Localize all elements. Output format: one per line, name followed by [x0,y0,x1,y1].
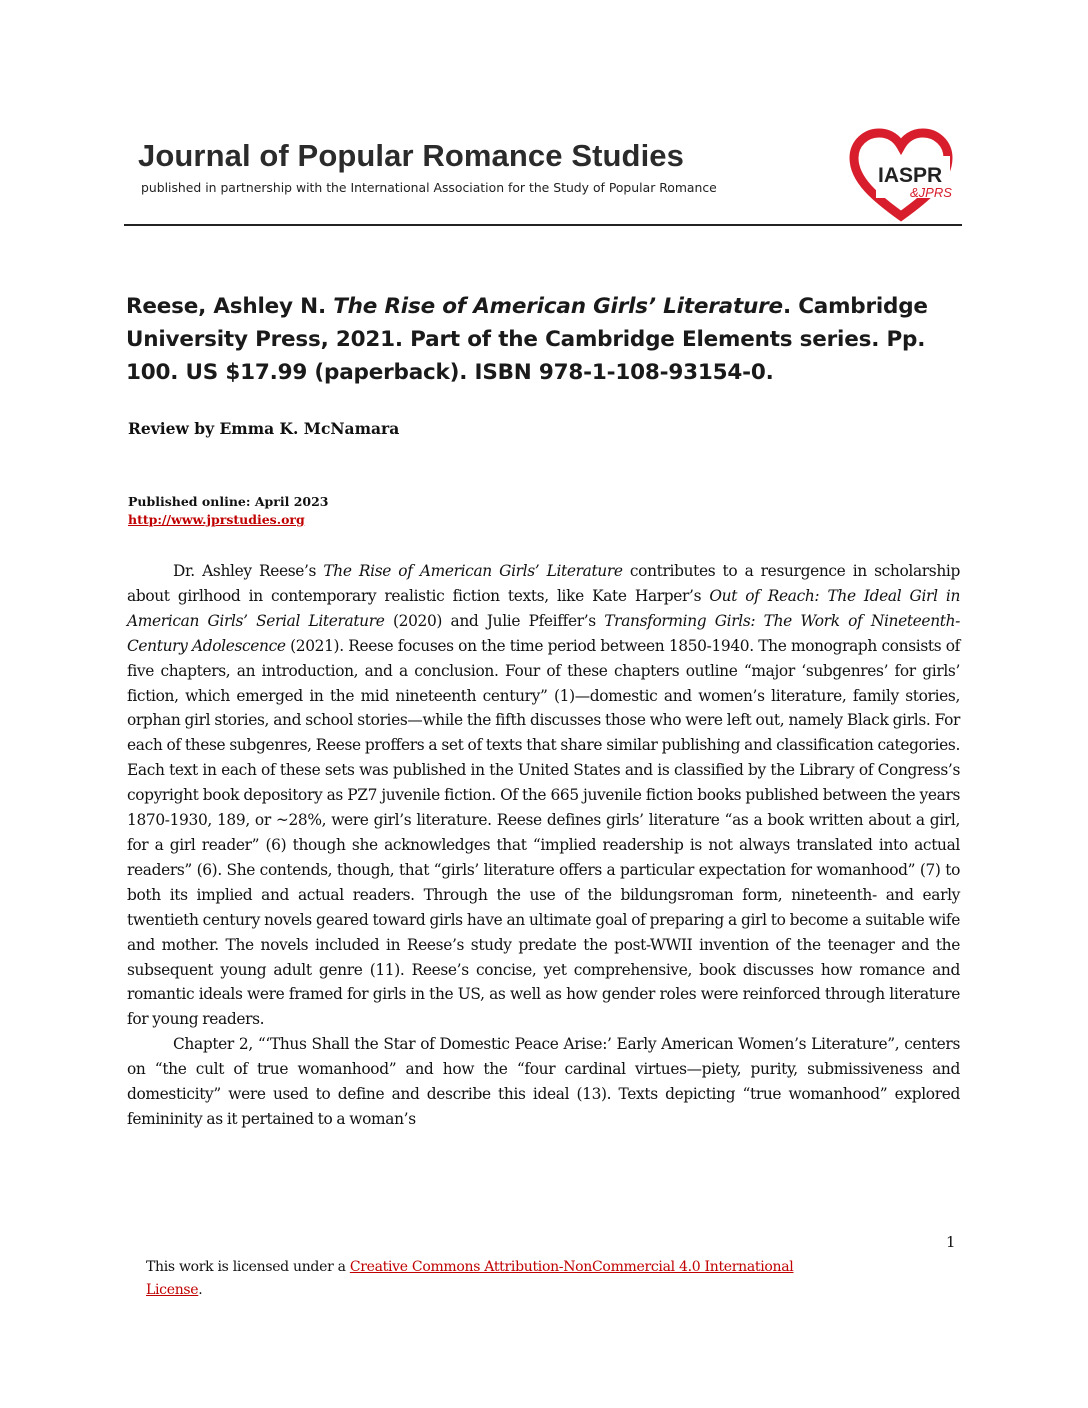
italic-title: Transforming Girls: The Work of Nineteenth-Century Adolescence [127,611,961,655]
journal-website-link[interactable]: http://www.jprstudies.org [128,512,305,527]
logo-text-sub: &JPRS [910,185,952,200]
citation-book-title: The Rise of American Girls’ Literature [333,294,783,319]
license-notice [146,1256,846,1302]
license-suffix: . [198,1282,203,1298]
citation-author: Reese, Ashley N. [126,294,334,319]
italic-title: Out of Reach: The Ideal Girl in American Girls’ Serial Literature [127,586,961,630]
logo-text-main: IASPR [878,164,943,187]
journal-title: Journal of Popular Romance Studies [138,138,684,173]
citation-details: . Cambridge University Press, 2021. Part of the Cambridge Elements series. Pp. 100. US $17.99 (paperback). ISBN 978-1-108-93154-0. [126,294,928,385]
book-citation [126,290,966,389]
italic-title: The Rise of American Girls’ Literature [323,562,623,580]
text-run: (2021). Reese focuses on the time period between 1850-1940. The monograph consists of five chapters, an introduction, and a conclusion. Four of these chapters outline “major ‘subgenres’ for girls’ fiction, which emerged in the mid nineteenth century” (1)—domestic and women’s literature, family stories, orphan girl stories, and school stories—while the fifth discusses those who were left out, namely Black girls. For each of these subgenres, Reese proffers a set of texts that share similar publishing and classification categories. Each text in each of these sets was published in the United States and is classified by the Library of Congress’s copyright book depository as PZ7 juvenile fiction. Of the 665 juvenile fiction books published between the years 1870-1930, 189, or ~28%, were girl’s literature. Reese defines girls’ literature “as a book written about a girl, for a girl reader” (6) though she acknowledges that “implied readership is not always translated into actual readers” (6). She contends, though, that “girls’ literature offers a particular expectation for womanhood” (7) to both its implied and actual readers. Through the use of the bildungsroman form, nineteenth- and early twentieth century novels geared toward girls have an ultimate goal of preparing a girl to become a suitable wife and mother. The novels included in Reese’s study predate the post-WWII invention of the teenager and the subsequent young adult genre (11). Reese’s concise, yet comprehensive, book discusses how romance and romantic ideals were framed for girls in the US, as well as how gender roles were reinforced through literature for young readers. [127,636,960,1029]
iaspr-logo [846,128,956,224]
reviewer-line: Review by Emma K. McNamara [128,419,400,438]
paragraph-1 [127,559,960,1032]
license-link[interactable]: Creative Commons Attribution-NonCommercial 4.0 International License [146,1259,794,1298]
heart-logo-icon [846,128,956,224]
published-date: Published online: April 2023 [128,494,329,509]
page-number: 1 [946,1233,956,1251]
paragraph-2: Chapter 2, “‘Thus Shall the Star of Domestic Peace Arise:’ Early American Women’s Literature”, centers on “the cult of true womanhood” and how the “four cardinal virtues—piety, purity, submissiveness and domesticity” were used to define and describe this ideal (13). Texts depicting “true womanhood” explored femininity as it pertained to a woman’s [127,1035,960,1128]
text-run: Dr. Ashley Reese’s [173,562,324,580]
text-run: (2020) and Julie Pfeiffer’s [384,611,605,630]
header-divider [124,224,962,226]
review-body [127,559,960,1132]
license-prefix: This work is licensed under a [146,1259,350,1275]
text-run: contributes to a resurgence in scholarship about girlhood in contemporary realistic fiction texts, like Kate Harper’s [127,562,960,605]
journal-subtitle: published in partnership with the International Association for the Study of Popular Romance [141,180,717,195]
